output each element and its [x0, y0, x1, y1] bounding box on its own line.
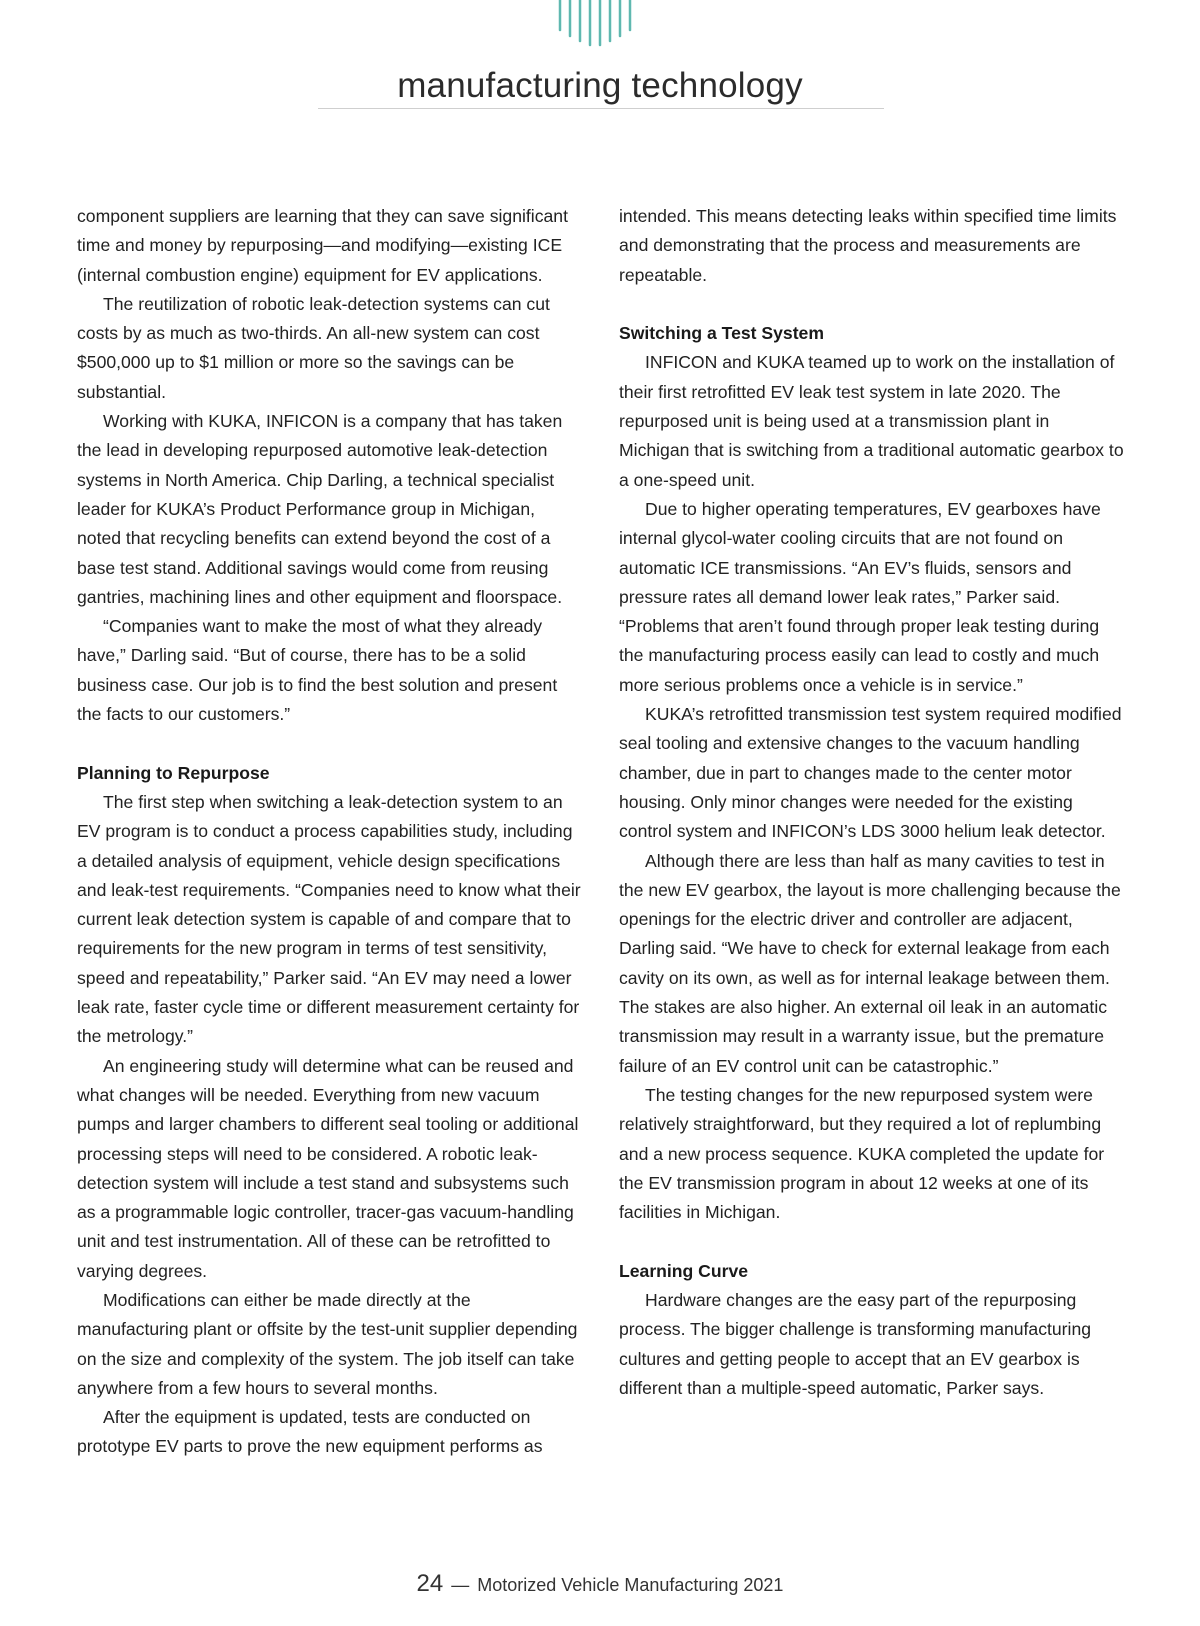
paragraph: component suppliers are learning that they can save significant time and money by repurposing—and modifying—existing ICE (internal combustion engine) equipment for EV applications. — [77, 206, 568, 285]
subheading-planning: Planning to Repurpose — [77, 762, 270, 783]
subheading-learning-curve: Learning Curve — [619, 1260, 749, 1281]
spacer — [619, 290, 1124, 319]
paragraph: Although there are less than half as many cavities to test in the new EV gearbox, the layout is more challenging because the openings for the electric driver and controller are adjacent, Darling said. “We have to check for external leakage from each cavity on its own, as well as for internal leakage between them. The stakes are also higher. An external oil leak in an automatic transmission may result in a warranty issue, but the premature failure of an EV control unit can be catastrophic.” — [619, 850, 1121, 1076]
page-number: 24 — [416, 1570, 444, 1597]
paragraph: “Companies want to make the most of what they already have,” Darling said. “But of course, there has to be a solid business case. Our job is to find the best solution and present the facts to our customers.” — [77, 616, 558, 725]
footer-separator: — — [451, 1575, 470, 1595]
right-column — [619, 202, 1124, 1403]
subheading-switching: Switching a Test System — [619, 323, 824, 344]
paragraph: After the equipment is updated, tests are conducted on prototype EV parts to prove the new equipment performs as — [77, 1407, 543, 1457]
paragraph: intended. This means detecting leaks within specified time limits and demonstrating that the process and measurements are repeatable. — [619, 206, 1117, 285]
paragraph: An engineering study will determine what can be reused and what changes will be needed. Everything from new vacuum pumps and larger chambers to different seal tooling or additional processing steps will need to be considered. A robotic leak-detection system will include a test stand and subsystems such as a programmable logic controller, tracer-gas vacuum-handling unit and test instrumentation. All of these can be retrofitted to varying degrees. — [77, 1055, 579, 1281]
header-decoration — [0, 0, 1200, 50]
spacer — [619, 1227, 1124, 1256]
publication-name: Motorized Vehicle Manufacturing 2021 — [477, 1575, 784, 1595]
title-divider — [318, 108, 884, 109]
left-column — [77, 202, 582, 1462]
paragraph: Hardware changes are the easy part of the repurposing process. The bigger challenge is transforming manufacturing cultures and getting people to accept that an EV gearbox is different than a multiple-speed automatic, Parker says. — [619, 1289, 1092, 1398]
paragraph: The testing changes for the new repurposed system were relatively straightforward, but they required a lot of replumbing and a new process sequence. KUKA completed the update for the EV transmission program in about 12 weeks at one of its facilities in Michigan. — [619, 1084, 1105, 1223]
paragraph: KUKA’s retrofitted transmission test system required modified seal tooling and extensive changes to the vacuum handling chamber, due in part to changes made to the center motor housing. Only minor changes were needed for the existing control system and INFICON’s LDS 3000 helium leak detector. — [619, 704, 1122, 842]
paragraph: INFICON and KUKA teamed up to work on the installation of their first retrofitted EV leak test system in late 2020. The repurposed unit is being used at a transmission plant in Michigan that is switching from a traditional automatic gearbox to a one-speed unit. — [619, 352, 1124, 490]
paragraph: The reutilization of robotic leak-detection systems can cut costs by as much as two-thirds. An all-new system can cost $500,000 up to $1 million or more so the savings can be substantial. — [77, 293, 550, 402]
paragraph: The first step when switching a leak-detection system to an EV program is to conduct a process capabilities study, including a detailed analysis of equipment, vehicle design specifications and leak-test requirements. “Companies need to know what their current leak detection system is capable of and compare that to requirements for the new program in terms of test sensitivity, speed and repeatability,” Parker said. “An EV may need a lower leak rate, faster cycle time or different measurement certainty for the metrology.” — [77, 791, 581, 1047]
paragraph: Modifications can either be made directly at the manufacturing plant or offsite by the test-unit supplier depending on the size and complexity of the system. The job itself can take anywhere from a few hours to several months. — [77, 1289, 578, 1398]
teal-lines-graphic — [0, 0, 1200, 50]
paragraph: Working with KUKA, INFICON is a company that has taken the lead in developing repurposed automotive leak-detection systems in North America. Chip Darling, a technical specialist leader for KUKA’s Product Performance group in Michigan, noted that recycling benefits can extend beyond the cost of a base test stand. Additional savings would come from reusing gantries, machining lines and other equipment and floorspace. — [77, 411, 563, 607]
spacer — [77, 729, 582, 758]
page-footer — [0, 1570, 1200, 1598]
section-title: manufacturing technology — [397, 66, 803, 105]
paragraph: Due to higher operating temperatures, EV gearboxes have internal glycol-water cooling circuits that are not found on automatic ICE transmissions. “An EV’s fluids, sensors and pressure rates all demand lower leak rates,” Parker said. “Problems that aren’t found through proper leak testing during the manufacturing process easily can lead to costly and much more serious problems once a vehicle is in service.” — [619, 498, 1101, 695]
